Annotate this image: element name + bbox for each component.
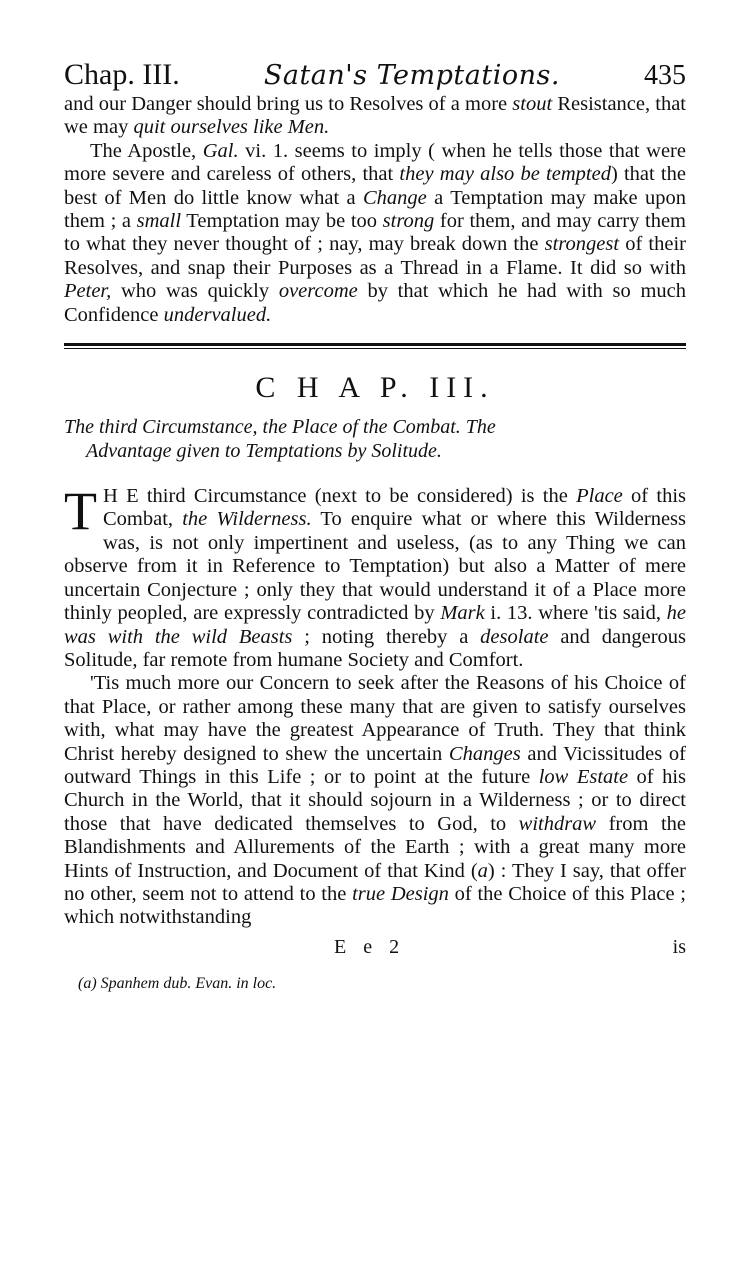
emphasis: they may also be tempted <box>399 163 611 186</box>
text-run: ) : They I say, that offer no other, seem not to attend to the <box>64 859 687 905</box>
emphasis: desolate <box>480 625 549 648</box>
emphasis: true Design <box>352 882 449 905</box>
emphasis: Gal. <box>202 139 239 162</box>
text-run: who was quickly <box>111 280 279 303</box>
text-run: for them, and may carry them to what they never thought of ; nay, may break down the <box>64 210 686 256</box>
text-run: Resistance, that we may <box>64 93 687 139</box>
emphasis: Peter, <box>64 280 112 303</box>
text-run: a Temptation may make upon them ; a <box>64 186 686 233</box>
text-run: vi. 1. seems to imply ( when he tells those that were more severe and careless of others, that <box>64 139 686 186</box>
catchword: is <box>672 935 686 958</box>
emphasis: low Estate <box>538 765 629 788</box>
emphasis: Mark <box>440 602 485 625</box>
chapter-subtitle <box>64 415 686 463</box>
subtitle-line: The third Circumstance, the Place of the Combat. The <box>64 416 496 439</box>
emphasis: stout <box>512 93 553 115</box>
text-run: and Vicissitudes of outward Things in this Life ; or to point at the future <box>64 742 687 788</box>
emphasis: withdraw <box>518 812 597 835</box>
text-run: of his Church in the World, that it should sojourn in a Wilderness ; or to direct those that have dedicated themselves to God, to <box>64 765 686 835</box>
text-run: and dangerous Solitude, far remote from humane Society and Comfort. <box>64 625 686 671</box>
signature-mark: E e 2 <box>334 935 406 958</box>
running-head <box>64 58 686 93</box>
text-run: 'Tis much more our Concern to seek after the Reasons of his Choice of that Place, or rather among these many that are given to satisfy ourselves with, what may have the greatest Appearance of Truth. They that think Christ hereby designed to shew the uncertain <box>64 672 686 765</box>
text-run: To enquire what or where this Wilderness was, is not only impertinent and useless, (as to any Thing we can observe from it in Reference to Temptation) but also a Matter of mere uncertain Conjecture ; only they that would understand it of a Place more thinly peopled, are expressly contradicted by <box>64 508 687 625</box>
emphasis: the Wilderness. <box>182 508 312 531</box>
text-run: H E third Circumstance (next to be considered) is the <box>103 485 577 508</box>
text-run: Temptation may be too <box>181 210 383 233</box>
emphasis: small <box>136 210 182 233</box>
footnote: (a) Spanhem dub. Evan. in loc. <box>78 974 277 992</box>
paragraph-3 <box>64 672 686 929</box>
drop-cap: T <box>64 481 97 542</box>
page-number: 435 <box>643 60 686 91</box>
text-run: of the Choice of this Place ; which notwithstanding <box>64 882 686 929</box>
running-title: Satan's Temptations. <box>263 60 560 91</box>
emphasis: Changes <box>448 742 521 765</box>
emphasis: strong <box>382 210 435 233</box>
text-run: i. 13. where 'tis said, <box>484 602 667 625</box>
text-run: by that which he had with so much Confidence <box>64 280 686 326</box>
paragraph-2 <box>64 481 687 672</box>
catchline <box>64 936 686 959</box>
emphasis: quit ourselves like Men. <box>133 116 330 139</box>
section-rule <box>64 343 686 346</box>
emphasis: Place <box>576 485 623 508</box>
emphasis: strongest <box>544 233 620 256</box>
emphasis: overcome <box>278 280 358 303</box>
chapter-heading: C H A P. III. <box>255 371 495 405</box>
emphasis: a <box>477 859 488 882</box>
emphasis: Change <box>363 186 427 209</box>
book-page <box>64 58 686 993</box>
subtitle-line: Advantage given to Temptations by Solitude. <box>86 440 442 463</box>
section-rule-thin <box>64 348 686 349</box>
paragraph-1b <box>64 140 686 327</box>
text-run: from the Blandishments and Allurements of the Earth ; with a great many more Hints of Instruction, and Document of that Kind ( <box>64 812 686 882</box>
text-run: The Apostle, <box>90 139 203 162</box>
text-run: of their Resolves, and snap their Purposes as a Thread in a Flame. It did so with <box>64 233 686 279</box>
text-run: ) that the best of Men do little know what a <box>64 163 686 209</box>
text-run: and our Danger should bring us to Resolves of a more <box>64 93 513 115</box>
paragraph-1 <box>64 93 686 140</box>
text-run: of this Combat, <box>103 485 686 531</box>
text-run: ; noting thereby a <box>292 625 481 648</box>
chapter-label: Chap. III. <box>64 58 180 91</box>
emphasis: he was with the wild Beasts <box>64 602 686 648</box>
emphasis: undervalued. <box>163 303 272 326</box>
